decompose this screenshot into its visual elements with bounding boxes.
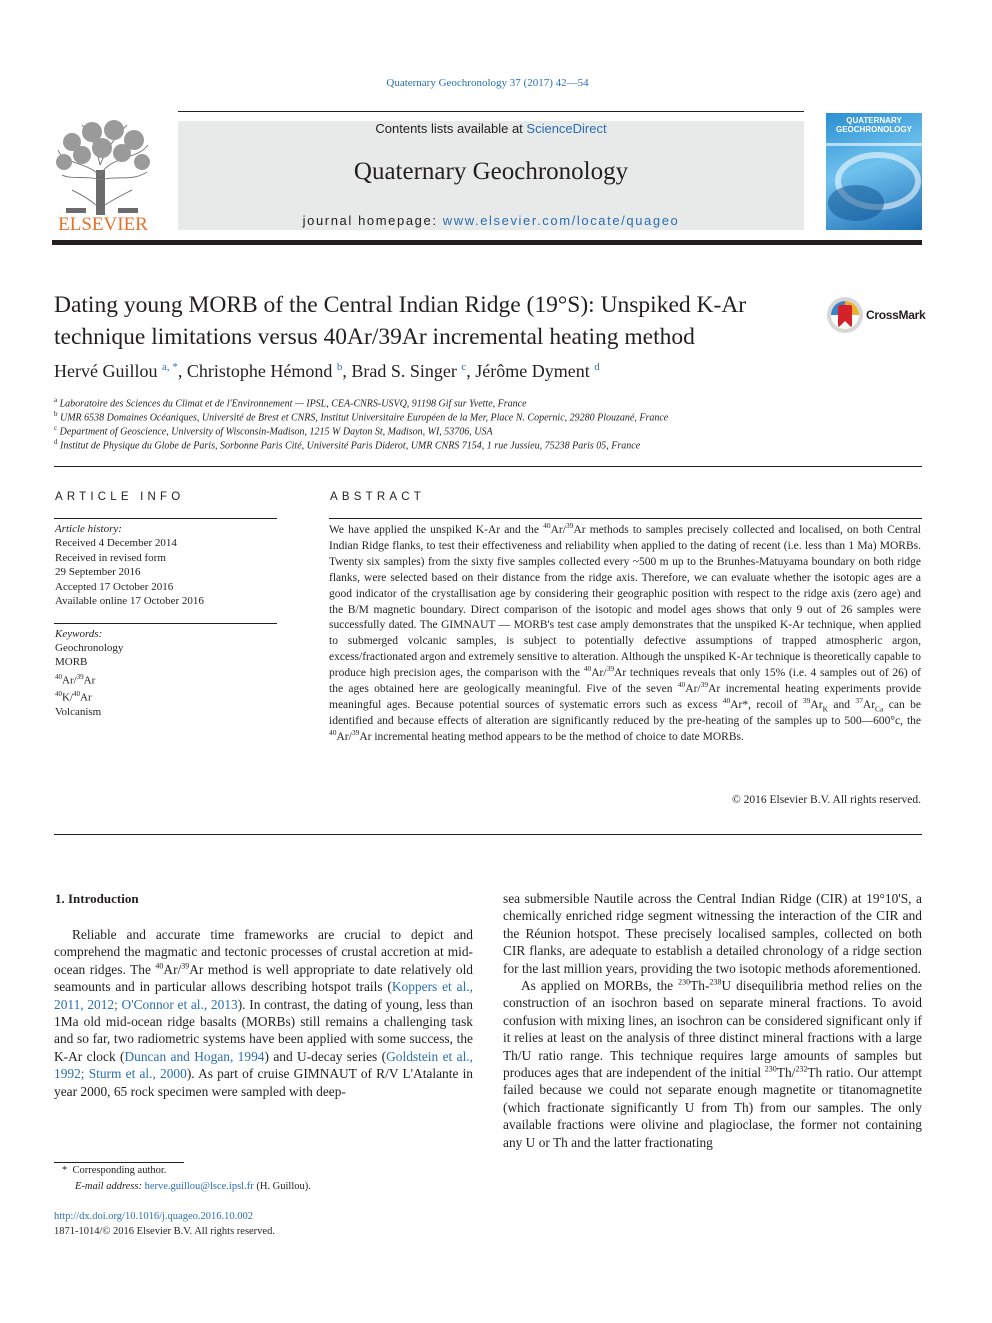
- corresponding-author-text: Corresponding author.: [72, 1165, 167, 1176]
- keywords-label: Keywords:: [55, 628, 103, 640]
- citation-link[interactable]: Koppers et al., 2011, 2012; O'Connor et al., 2013: [54, 979, 473, 1012]
- author-list: [54, 361, 914, 382]
- author-name: Hervé Guillou: [54, 361, 158, 381]
- corresponding-author-note: * Corresponding author.: [62, 1165, 167, 1176]
- crossmark-badge[interactable]: [826, 296, 924, 334]
- author-separator: ,: [342, 361, 352, 381]
- cover-art-icon: [826, 113, 922, 230]
- history-item: 29 September 2016: [55, 566, 141, 579]
- journal-banner: [178, 121, 804, 230]
- article-history: [55, 522, 204, 608]
- article-info-rule: [54, 518, 277, 519]
- sciencedirect-link[interactable]: ScienceDirect: [526, 121, 607, 136]
- keyword-item: MORB: [55, 656, 88, 669]
- footnote-rule: [54, 1162, 184, 1163]
- article-title: Dating young MORB of the Central Indian Ridge (19°S): Unspiked K-Ar technique limitations versus 40Ar/39Ar incremental heating method: [54, 292, 747, 350]
- affiliation-text: Institut de Physique du Globe de Paris, Sorbonne Paris Cité, Université Paris Diderot, UMR CNRS 7154, 1 rue Jussieu, 75238 Paris 05, France: [60, 440, 641, 452]
- history-item: Available online 17 October 2016: [55, 595, 204, 608]
- keyword-item: $^{40}$K/$^{40}$Ar: [55, 690, 92, 705]
- homepage-prefix: journal homepage:: [302, 213, 443, 228]
- doi-link[interactable]: http://dx.doi.org/10.1016/j.quageo.2016.10.002: [54, 1211, 254, 1222]
- author-affiliation-mark[interactable]: a, *: [161, 361, 178, 373]
- keywords-list: [55, 627, 123, 720]
- history-label: Article history:: [55, 523, 122, 535]
- contents-prefix: Contents lists available at: [375, 121, 527, 136]
- elsevier-logo[interactable]: [52, 120, 155, 235]
- elsevier-tree-icon: [52, 120, 155, 235]
- affiliation-mark: c: [54, 424, 58, 432]
- author-affiliation-mark[interactable]: d: [594, 361, 600, 373]
- affiliation-mark: b: [54, 410, 58, 418]
- citation-link[interactable]: Goldstein et al., 1992; Sturm et al., 2000: [54, 1048, 473, 1082]
- journal-title: Quaternary Geochronology: [353, 158, 629, 185]
- elsevier-wordmark: ELSEVIER: [58, 214, 148, 235]
- header-rule: [178, 111, 804, 112]
- keyword-item: Volcanism: [55, 706, 102, 719]
- affiliation: [54, 438, 934, 451]
- journal-homepage-line: [178, 213, 804, 228]
- email-note: [75, 1181, 311, 1192]
- author-affiliation-mark[interactable]: b: [336, 361, 343, 373]
- affiliation-text: UMR 6538 Domaines Océaniques, Université de Brest et CNRS, Institut Universitaire Européen de la Mer, Place N. Copernic, 29280 Plouzané, France: [60, 412, 669, 424]
- affiliation: [54, 410, 934, 423]
- body-paragraph: Reliable and accurate time frameworks are crucial to depict and comprehend the magmatic and tectonic processes of crustal accretion at mid-ocean ridges. The $^{40}$Ar/$^{39}$Ar method is well appropriate to date relatively old seamounts and in particular allows describing hotspot trails (Koppers et al., 2011, 2012; O'Connor et al., 2013). In contrast, the dating of young, less than 1Ma old mid-ocean ridge basalts (MORBs) still remains a challenging task and so far, two radiometric systems have been applied with some success, the K-Ar clock (Duncan and Hogan, 1994) and U-decay series (Goldstein et al., 1992; Sturm et al., 2000). As part of cruise GIMNAUT of R/V L'Atalante in year 2000, 65 rock specimen were sampled with deep-: [54, 927, 474, 1099]
- homepage-link[interactable]: www.elsevier.com/locate/quageo: [442, 213, 680, 228]
- email-suffix: (H. Guillou).: [253, 1181, 311, 1192]
- history-item: Received in revised form: [55, 551, 166, 564]
- affiliation-rule: [54, 466, 922, 467]
- body-paragraph: As applied on MORBs, the $^{230}$Th-$^{238}$U disequilibria method relies on the construction of an isochron based on separate mineral fractions. To avoid confusion with mixing lines, an isochron can be considered significant only if it relies at least on the analysis of three distinct mineral fractions with a large Th/U ratio range. This technique requires large amounts of samples but produces ages that are independent of the initial $^{230}$Th/$^{232}$Th ratio. Our attempt failed because we could not separate enough magnetite or titanomagnetite (which fractionate significantly U from Th) from our samples. The only available fractions were olivine and plagioclase, the former not containing any U or Th and the latter fractionating: [503, 977, 923, 1150]
- keyword-item: Geochronology: [55, 642, 124, 655]
- affiliation-text: Department of Geoscience, University of Wisconsin-Madison, 1215 W Dayton St, Madison, WI, 53706, USA: [59, 426, 493, 438]
- keywords-rule: [54, 623, 277, 624]
- affiliation: [54, 424, 934, 437]
- author-affiliation-mark[interactable]: c: [461, 361, 467, 373]
- author-separator: ,: [466, 361, 476, 381]
- abstract-text: We have applied the unspiked K-Ar and the $^{40}$Ar/$^{39}$Ar methods to samples precisely collected and localised, on both Central Indian Ridge flanks, to test their effectiveness and reliability when applied to the dating of recent (i.e. less than 1 Ma) MORBs. Twenty six samples) from the sixty five samples collected every ~500 m up to the Brunhes-Matuyama boundary on both ridge flanks, were selected based on their distance from the ridge axis. Therefore, we can evaluate whether the isotopic ages are a good indicator of the crystallisation age by considering their geographic position with respect to the ridge axis (zero age) and the B/M magnetic boundary. Direct comparison of the isotopic and model ages shows that only 9 out of 26 samples were successfully dated. The GIMNAUT — MORB's test case amply demonstrates that the unspiked K-Ar technique, when applied to submerged volcanic samples, is subject to potentially defective assumptions of trapped atmospheric argon, excess/fractionated argon and extremely sensitive to alteration. Although the unspiked K-Ar technique is theoretically capable to produce high precision ages, the comparison with the $^{40}$Ar/$^{39}$Ar techniques reveals that only 15% (i.e. 4 samples out of 26) of the ages obtained here are geologically meaningful. Five of the seven $^{40}$Ar/$^{39}$Ar incremental heating experiments provide meaningful ages. Because potential sources of systematic errors such as excess $^{40}$Ar*, recoil of $^{39}Ar_K$ and $^{37}Ar_{Ca}$ can be identified and because effects of alteration are significantly reduced by the pre-heating of the samples up to 500—600°c, the $^{40}$Ar/$^{39}$Ar incremental heating method appears to be the method of choice to date MORBs.: [329, 521, 921, 743]
- history-item: Received 4 December 2014: [55, 537, 177, 550]
- affiliation: [54, 396, 934, 409]
- crossmark-label: CrossMark: [866, 308, 926, 322]
- cover-title: QUATERNARY GEOCHRONOLOGY: [835, 116, 912, 134]
- affiliation-mark: a: [54, 396, 58, 404]
- body-paragraph: sea submersible Nautile across the Central Indian Ridge (CIR) at 19°10'S, a chemically enriched ridge segment witnessing the interaction of the CIR and the Réunion hotspot. These precisely localised samples, collected on both CIR flanks, are adequate to establish a detailed chronology of a ridge section for the last million years, providing the two isotopic methods aforementioned.: [503, 891, 922, 976]
- history-item: Accepted 17 October 2016: [55, 580, 174, 593]
- author-name: Brad S. Singer: [351, 361, 457, 381]
- affiliation-mark: d: [54, 438, 58, 446]
- author-name: Christophe Hémond: [186, 361, 333, 381]
- author-name: Jérôme Dyment: [475, 361, 590, 381]
- abstract-copyright: © 2016 Elsevier B.V. All rights reserved.: [732, 794, 921, 806]
- abstract-rule: [329, 518, 922, 519]
- author-separator: ,: [177, 361, 187, 381]
- issn-copyright: 1871-1014/© 2016 Elsevier B.V. All rights reserved.: [54, 1226, 275, 1237]
- section-heading-introduction: 1. Introduction: [55, 891, 139, 906]
- crossmark-icon: [826, 296, 864, 334]
- email-label: E-mail address:: [75, 1181, 142, 1192]
- keyword-item: $^{40}$Ar/$^{39}$Ar: [55, 672, 96, 687]
- body-column-right: [503, 890, 922, 1151]
- journal-cover-thumbnail[interactable]: [826, 113, 922, 230]
- article-info-heading: ARTICLE INFO: [55, 491, 185, 503]
- body-column-left: [54, 926, 473, 1100]
- citation-link[interactable]: Duncan and Hogan, 1994: [124, 1048, 265, 1064]
- affiliation-text: Laboratoire des Sciences du Climat et de l'Environnement — IPSL, CEA-CNRS-USVQ, 91198 Gif sur Yvette, France: [59, 398, 527, 410]
- header-thick-rule: [52, 240, 922, 245]
- abstract-heading: ABSTRACT: [330, 491, 425, 503]
- journal-reference[interactable]: Quaternary Geochronology 37 (2017) 42—54: [386, 77, 589, 89]
- contents-line: [178, 121, 804, 136]
- abstract-bottom-rule: [54, 834, 922, 835]
- email-link[interactable]: herve.guillou@lsce.ipsl.fr: [144, 1181, 254, 1192]
